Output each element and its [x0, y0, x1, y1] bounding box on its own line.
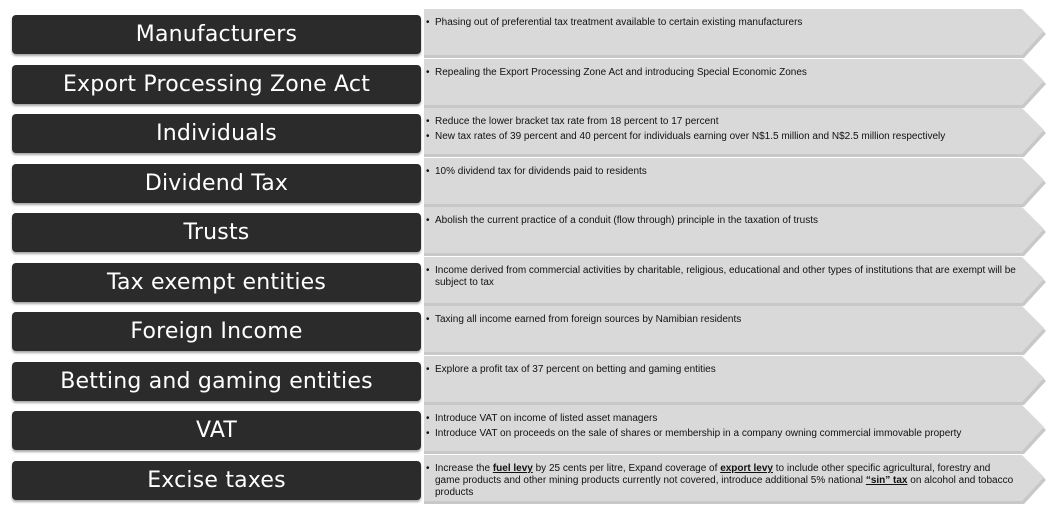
bullet-list	[426, 166, 1026, 181]
bullet-item: • Phasing out of preferential tax treatment available to certain existing manufacturers	[426, 17, 1026, 29]
export-levy-term: export levy	[720, 463, 773, 474]
row-label: Excise taxes	[12, 461, 421, 500]
row-manufacturers	[0, 15, 1064, 57]
bullet-list	[426, 314, 1026, 329]
bullet-item: • Income derived from commercial activities by charitable, religious, educational and other types of institutions that are exempt will be subject to tax	[426, 265, 1026, 289]
row-label: Tax exempt entities	[12, 263, 421, 302]
text-span: to include other specific agricultural, forestry and game products and other mining products currently not covered, introduce additional 5% national	[435, 463, 991, 486]
row-label: Foreign Income	[12, 312, 421, 351]
row-trusts	[0, 213, 1064, 255]
bullet-list	[426, 17, 1026, 32]
row-dividend-tax	[0, 164, 1064, 206]
bullet-list	[426, 215, 1026, 230]
fuel-levy-term: fuel levy	[492, 463, 533, 474]
sin-tax-term: “sin” tax	[865, 475, 908, 486]
bullet-item: • Repealing the Export Processing Zone Act and introducing Special Economic Zones	[426, 67, 1026, 79]
row-label: Trusts	[12, 213, 421, 252]
bullet-item	[426, 463, 1018, 499]
bullet-item: • Introduce VAT on income of listed asset managers	[426, 413, 1026, 425]
row-vat	[0, 411, 1064, 453]
bullet-list	[426, 265, 1026, 292]
row-label: Dividend Tax	[12, 164, 421, 203]
bullet-list	[426, 116, 1026, 146]
row-excise-taxes	[0, 461, 1064, 503]
row-betting-gaming	[0, 362, 1064, 404]
bullet-item: • 10% dividend tax for dividends paid to residents	[426, 166, 1026, 178]
bullet-list	[426, 413, 1026, 443]
row-label: Betting and gaming entities	[12, 362, 421, 401]
row-label: Individuals	[12, 114, 421, 153]
row-label: Export Processing Zone Act	[12, 65, 421, 104]
row-tax-exempt-entities	[0, 263, 1064, 305]
bullet-list	[426, 463, 1018, 502]
text-span: Increase the	[435, 463, 493, 474]
bullet-list	[426, 364, 1026, 379]
row-label: Manufacturers	[12, 15, 421, 54]
row-foreign-income	[0, 312, 1064, 354]
text-span: by 25 cents per litre, Expand coverage of	[532, 463, 721, 474]
row-export-processing-zone	[0, 65, 1064, 107]
bullet-item: • New tax rates of 39 percent and 40 percent for individuals earning over N$1.5 million and N$2.5 million respectively	[426, 131, 1026, 143]
bullet-item: • Reduce the lower bracket tax rate from 18 percent to 17 percent	[426, 116, 1026, 128]
bullet-item: • Explore a profit tax of 37 percent on betting and gaming entities	[426, 364, 1026, 376]
bullet-item: • Taxing all income earned from foreign sources by Namibian residents	[426, 314, 1026, 326]
bullet-list	[426, 67, 1026, 82]
row-label: VAT	[12, 411, 421, 450]
text-span: on alcohol and tobacco products	[435, 475, 1014, 498]
bullet-item: • Introduce VAT on proceeds on the sale of shares or membership in a company owning commercial immovable property	[426, 428, 1026, 440]
bullet-item: • Abolish the current practice of a conduit (flow through) principle in the taxation of trusts	[426, 215, 1026, 227]
row-individuals	[0, 114, 1064, 156]
